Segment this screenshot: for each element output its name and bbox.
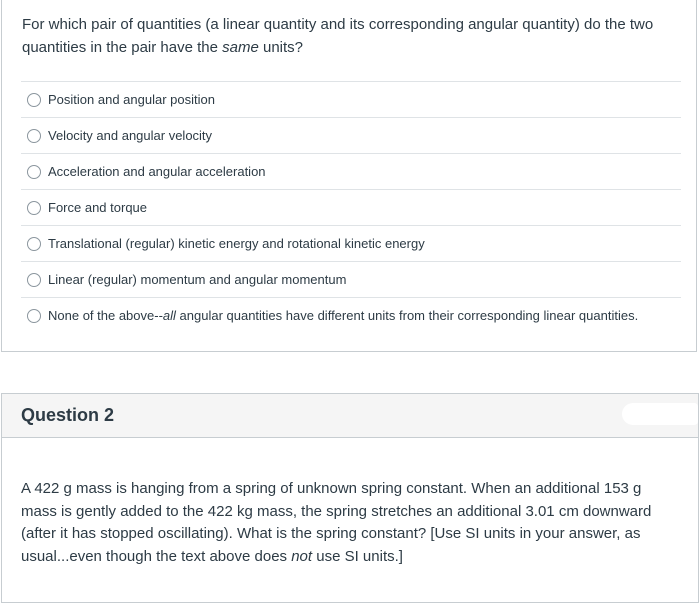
answer-option-force-torque[interactable] — [21, 189, 681, 225]
radio-button[interactable] — [27, 309, 41, 323]
answer-option-none[interactable] — [21, 297, 681, 333]
question-2-text-part: A 422 g mass is hanging from a spring of unknown spring constant. When an additional 153 g mass is gently added to the 422 kg mass, the spring stretches an additional 3.01 cm downward (after it has stopped oscillating). What is the spring constant? [Use SI units in your answer, as usual...even though the text above does — [21, 480, 652, 565]
radio-button[interactable] — [27, 165, 41, 179]
answer-label: Position and angular position — [48, 92, 215, 107]
question-2-text — [21, 478, 661, 568]
answer-label: Translational (regular) kinetic energy and rotational kinetic energy — [48, 236, 425, 251]
answer-label — [48, 308, 638, 323]
radio-button[interactable] — [27, 129, 41, 143]
answer-label: Acceleration and angular acceleration — [48, 164, 266, 179]
question-1-text-part-end: units? — [258, 39, 304, 56]
answer-label: Velocity and angular velocity — [48, 128, 213, 143]
header-blob — [622, 403, 698, 425]
question-2-panel — [1, 393, 699, 603]
question-1-panel — [1, 0, 697, 352]
radio-button[interactable] — [27, 237, 41, 251]
radio-button[interactable] — [27, 201, 41, 215]
radio-button[interactable] — [27, 273, 41, 287]
answer-label: Force and torque — [48, 200, 148, 215]
answer-label-part-end: angular quantities have different units from their corresponding linear quantities. — [175, 308, 639, 323]
answer-option-acceleration[interactable] — [21, 153, 681, 189]
question-1-text — [22, 13, 672, 59]
answer-option-momentum[interactable] — [21, 261, 681, 297]
answer-option-kinetic-energy[interactable] — [21, 225, 681, 261]
question-title: Question 2 — [21, 405, 115, 425]
radio-button[interactable] — [27, 93, 41, 107]
answer-list — [21, 81, 681, 333]
answer-label-emphasis: all — [162, 308, 176, 323]
question-2-header — [2, 394, 698, 438]
answer-option-position[interactable] — [21, 81, 681, 117]
answer-label: Linear (regular) momentum and angular momentum — [48, 272, 347, 287]
question-1-text-part: For which pair of quantities (a linear quantity and its corresponding angular quantity) do the two quantities in the pair have the — [22, 16, 654, 56]
question-1-text-emphasis: same — [222, 39, 259, 56]
answer-label-part: None of the above-- — [48, 308, 163, 323]
question-2-text-part-end: use SI units.] — [312, 547, 403, 565]
answer-option-velocity[interactable] — [21, 117, 681, 153]
question-2-text-emphasis: not — [291, 547, 313, 565]
